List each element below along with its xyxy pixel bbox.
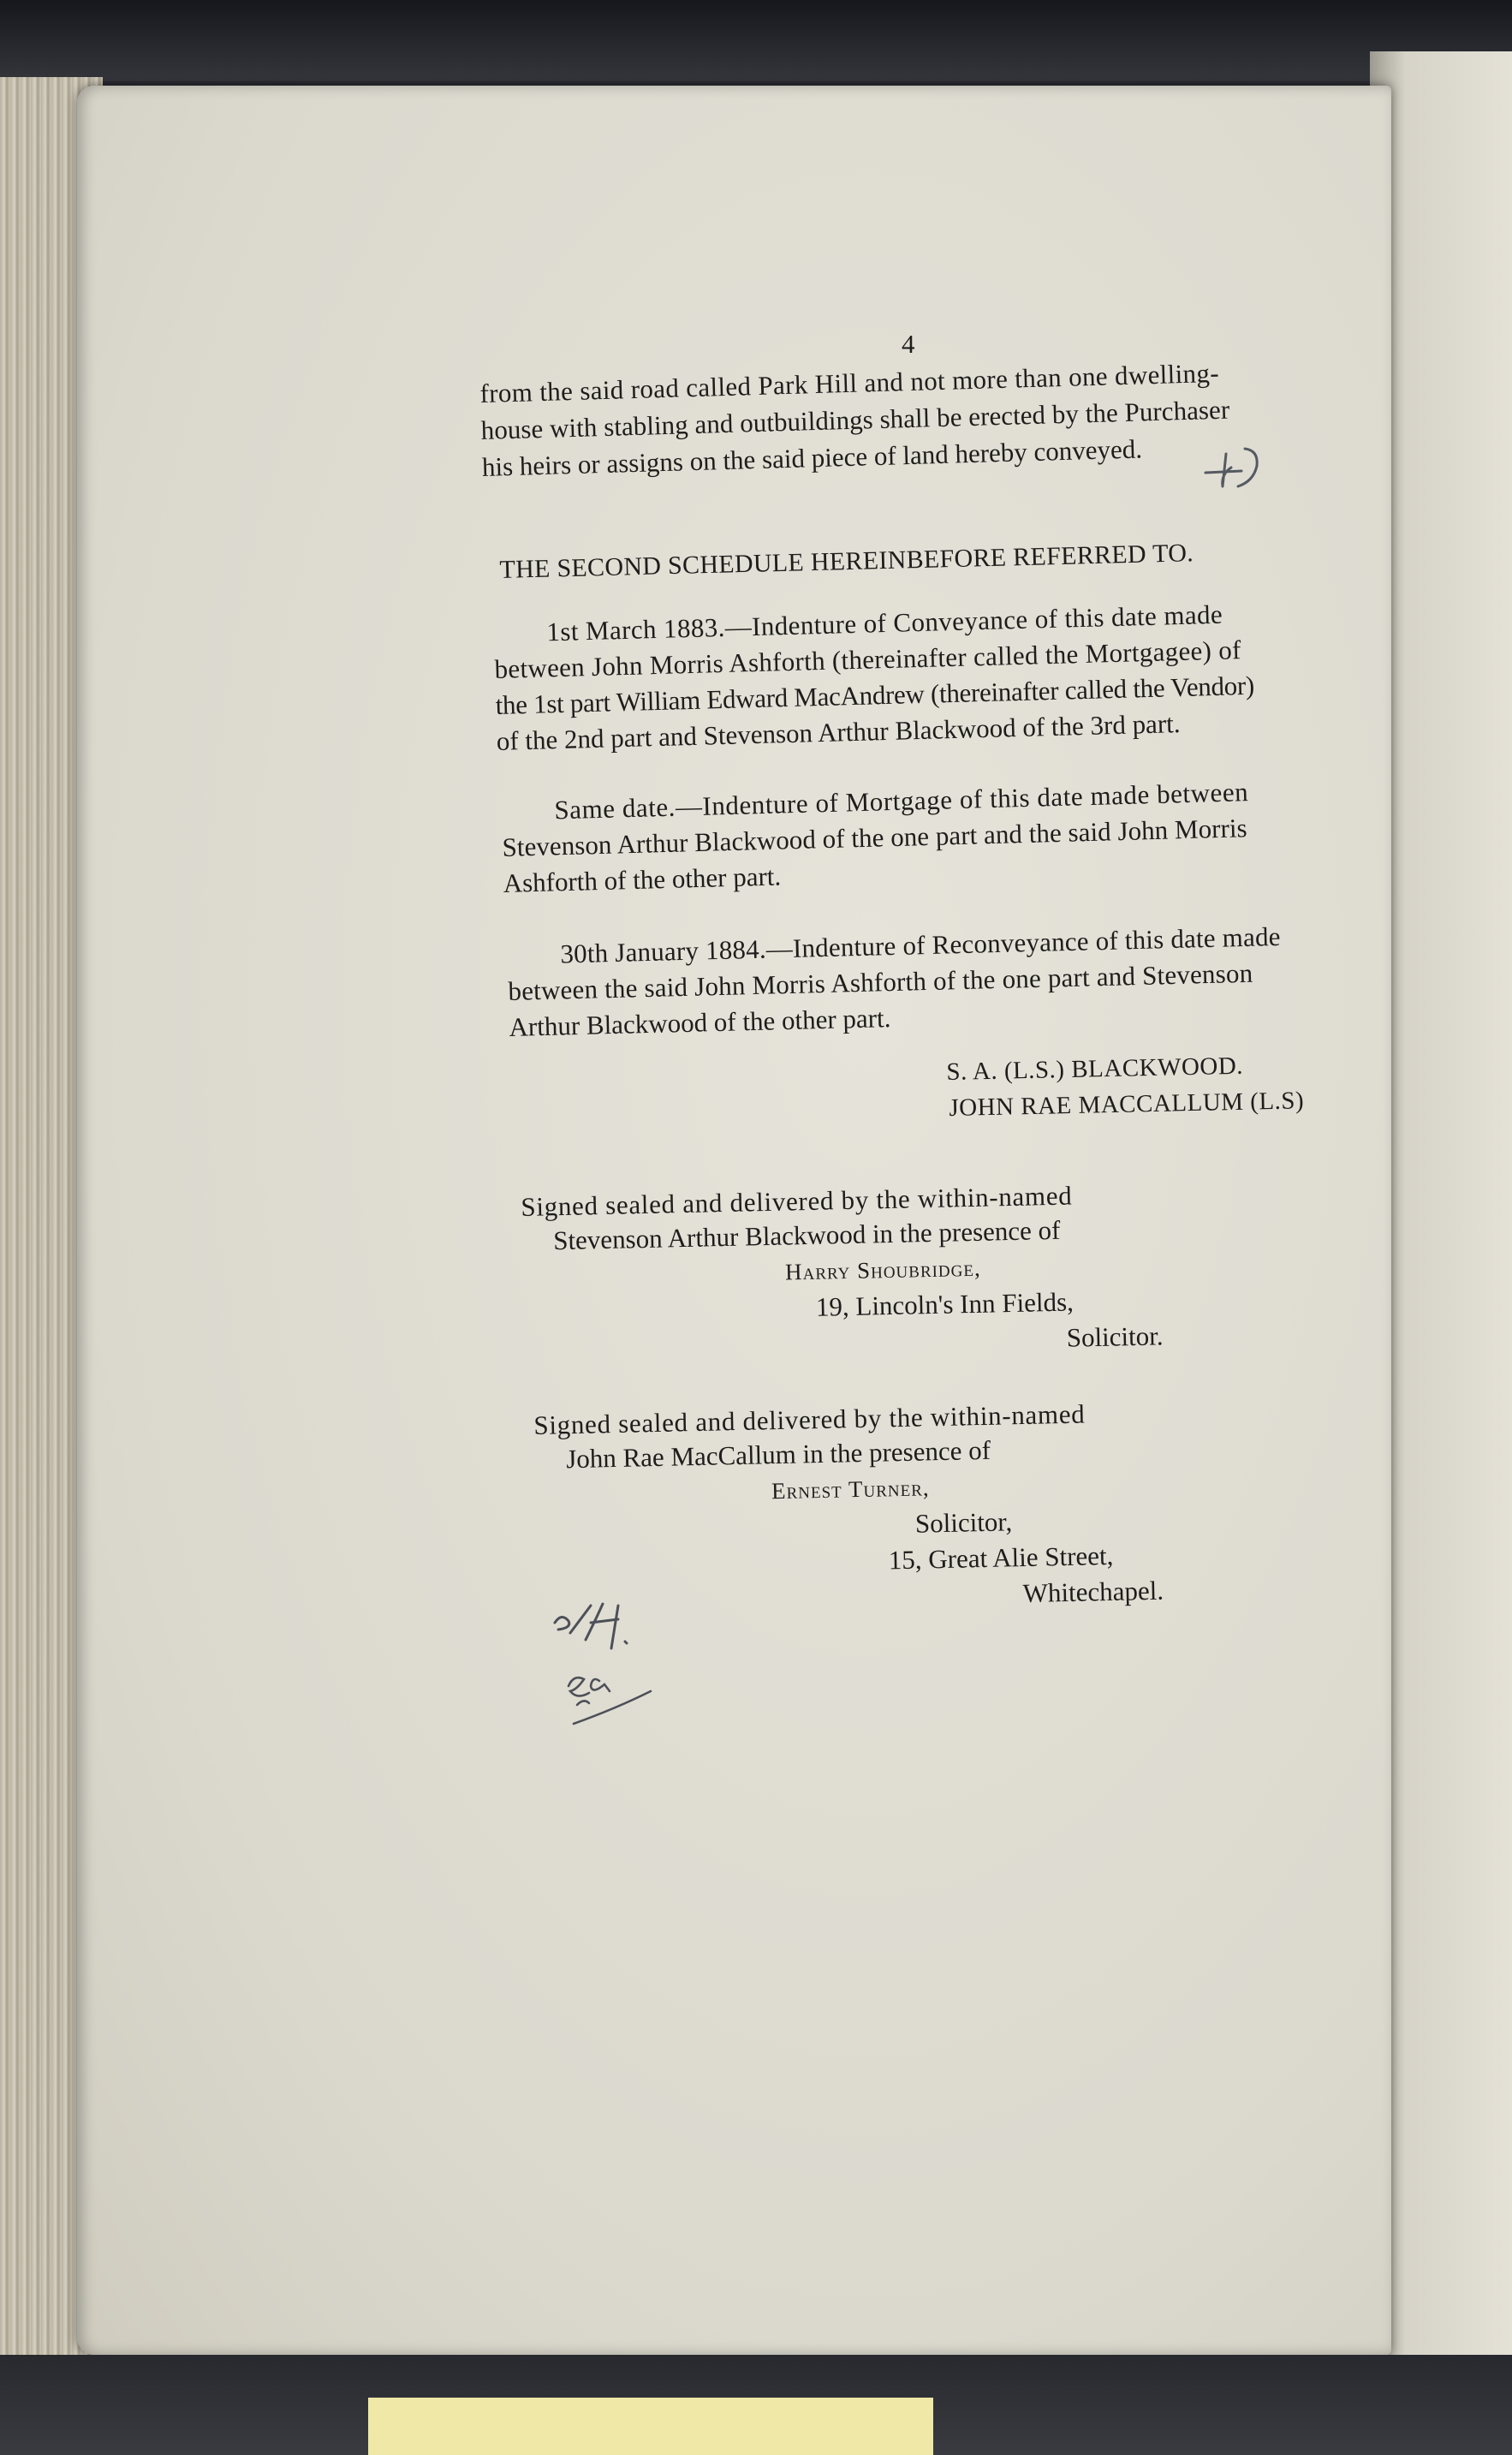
opening-line: his heirs or assigns on the said piece of land hereby conveyed. bbox=[481, 433, 1143, 482]
binding-top bbox=[0, 0, 1512, 81]
witness-address: Whitechapel. bbox=[1022, 1575, 1164, 1609]
witness-role: Solicitor, bbox=[914, 1506, 1013, 1539]
witness-line: John Rae MacCallum in the presence of bbox=[565, 1434, 991, 1475]
witness-line: Signed sealed and delivered by the within-named bbox=[533, 1398, 1086, 1440]
entry-line: between John Morris Ashforth (thereinafter called the Mortgagee) of bbox=[494, 635, 1242, 684]
handwritten-annotation-mark bbox=[539, 1597, 676, 1743]
schedule-heading: THE SECOND SCHEDULE HEREINBEFORE REFERRED TO. bbox=[499, 539, 1194, 584]
entry-line: Stevenson Arthur Blackwood of the one part and the said John Morris bbox=[502, 813, 1248, 862]
witness-address: 19, Lincoln's Inn Fields, bbox=[815, 1286, 1074, 1322]
witness-name: Ernest Turner, bbox=[771, 1475, 930, 1505]
entry-line: Arthur Blackwood of the other part. bbox=[509, 1003, 891, 1042]
witness-role: Solicitor. bbox=[1066, 1320, 1164, 1353]
handwritten-initials-mark bbox=[1197, 437, 1291, 497]
signatory-blackwood: S. A. (L.S.) BLACKWOOD. bbox=[946, 1052, 1244, 1086]
witness-line: Stevenson Arthur Blackwood in the presence of bbox=[552, 1214, 1061, 1256]
page-number: 4 bbox=[902, 329, 915, 359]
entry-line: between the said John Morris Ashforth of the one part and Stevenson bbox=[508, 957, 1253, 1006]
yellow-tab bbox=[368, 2398, 933, 2455]
entry-line: 30th January 1884.—Indenture of Reconveyance of this date made bbox=[560, 921, 1282, 969]
signatory-maccallum: JOHN RAE MACCALLUM (L.S) bbox=[949, 1087, 1305, 1122]
entry-line: the 1st part William Edward MacAndrew (thereinafter called the Vendor) bbox=[495, 670, 1255, 720]
entry-line: Ashforth of the other part. bbox=[503, 861, 782, 898]
entry-line: of the 2nd part and Stevenson Arthur Blackwood of the 3rd part. bbox=[496, 708, 1181, 756]
witness-address: 15, Great Alie Street, bbox=[888, 1540, 1114, 1576]
witness-line: Signed sealed and delivered by the within-named bbox=[521, 1180, 1073, 1222]
witness-name: Harry Shoubridge, bbox=[784, 1254, 981, 1285]
entry-line: Same date.—Indenture of Mortgage of this date made between bbox=[554, 777, 1249, 825]
opening-line: from the said road called Park Hill and not more than one dwelling- bbox=[479, 357, 1220, 408]
entry-line: 1st March 1883.—Indenture of Conveyance of this date made bbox=[546, 599, 1223, 647]
opening-line: house with stabling and outbuildings shall be erected by the Purchaser bbox=[480, 394, 1230, 445]
